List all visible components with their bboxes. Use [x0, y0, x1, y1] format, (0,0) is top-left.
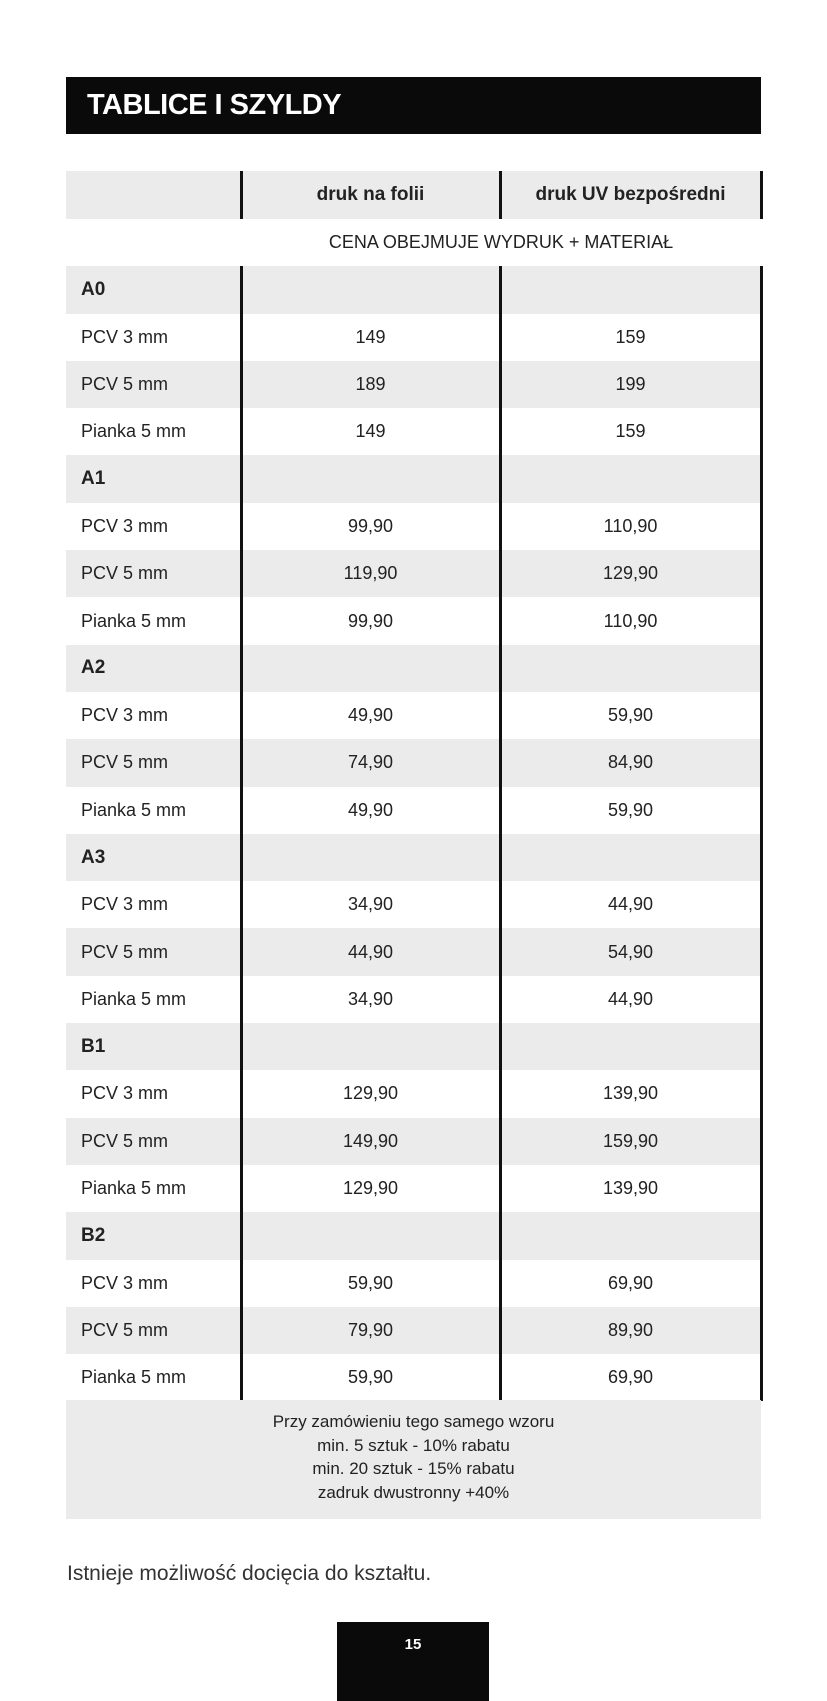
material-label: PCV 5 mm — [66, 928, 241, 975]
price-folia: 34,90 — [241, 881, 500, 928]
table-row — [66, 928, 761, 975]
price-folia: 149,90 — [241, 1118, 500, 1165]
table-row — [66, 1070, 761, 1117]
table-row — [66, 692, 761, 739]
material-label: Pianka 5 mm — [66, 787, 241, 834]
table-row — [66, 1354, 761, 1401]
page-number: 15 — [337, 1622, 489, 1701]
header-druk-na-folii: druk na folii — [241, 171, 500, 219]
material-label: PCV 3 mm — [66, 314, 241, 361]
material-label: PCV 3 mm — [66, 503, 241, 550]
material-label: PCV 3 mm — [66, 881, 241, 928]
size-group-row — [66, 645, 761, 692]
size-label: A1 — [66, 455, 241, 502]
size-label: A0 — [66, 266, 241, 313]
price-folia: 49,90 — [241, 692, 500, 739]
note-line: min. 5 sztuk - 10% rabatu — [317, 1435, 510, 1455]
size-group-row — [66, 1212, 761, 1259]
empty-cell — [500, 645, 761, 692]
price-uv: 54,90 — [500, 928, 761, 975]
price-uv: 159,90 — [500, 1118, 761, 1165]
material-label: Pianka 5 mm — [66, 976, 241, 1023]
table-row — [66, 881, 761, 928]
table-row — [66, 361, 761, 408]
table-row — [66, 1307, 761, 1354]
price-folia: 34,90 — [241, 976, 500, 1023]
price-folia: 149 — [241, 408, 500, 455]
empty-cell — [500, 455, 761, 502]
table-row — [66, 1165, 761, 1212]
size-group-row — [66, 266, 761, 313]
price-uv: 59,90 — [500, 787, 761, 834]
material-label: PCV 3 mm — [66, 1260, 241, 1307]
table-subheader-row — [66, 219, 761, 266]
price-folia: 44,90 — [241, 928, 500, 975]
table-row — [66, 550, 761, 597]
cutting-note: Istnieje możliwość docięcia do kształtu. — [67, 1562, 432, 1585]
discount-note — [66, 1400, 761, 1519]
empty-cell — [500, 834, 761, 881]
table-row — [66, 976, 761, 1023]
empty-cell — [241, 1023, 500, 1070]
material-label: PCV 3 mm — [66, 692, 241, 739]
material-label: PCV 5 mm — [66, 361, 241, 408]
material-label: Pianka 5 mm — [66, 597, 241, 644]
material-label: Pianka 5 mm — [66, 1354, 241, 1401]
price-folia: 149 — [241, 314, 500, 361]
empty-cell — [500, 1023, 761, 1070]
price-uv: 139,90 — [500, 1165, 761, 1212]
size-label: B1 — [66, 1023, 241, 1070]
size-group-row — [66, 834, 761, 881]
empty-cell — [241, 834, 500, 881]
price-uv: 69,90 — [500, 1354, 761, 1401]
size-label: B2 — [66, 1212, 241, 1259]
table-row — [66, 314, 761, 361]
empty-cell — [241, 266, 500, 313]
material-label: Pianka 5 mm — [66, 1165, 241, 1212]
header-druk-uv: druk UV bezpośredni — [500, 171, 761, 219]
size-label: A2 — [66, 645, 241, 692]
price-uv: 84,90 — [500, 739, 761, 786]
price-folia: 59,90 — [241, 1260, 500, 1307]
table-row — [66, 739, 761, 786]
subheader-price-note: CENA OBEJMUJE WYDRUK + MATERIAŁ — [241, 219, 761, 266]
material-label: PCV 5 mm — [66, 739, 241, 786]
size-group-row — [66, 1023, 761, 1070]
material-label: PCV 5 mm — [66, 1118, 241, 1165]
note-line: zadruk dwustronny +40% — [317, 1482, 510, 1502]
price-uv: 159 — [500, 408, 761, 455]
price-uv: 44,90 — [500, 881, 761, 928]
price-uv: 59,90 — [500, 692, 761, 739]
price-folia: 74,90 — [241, 739, 500, 786]
empty-cell — [241, 455, 500, 502]
price-uv: 110,90 — [500, 597, 761, 644]
table-row — [66, 1260, 761, 1307]
price-folia: 59,90 — [241, 1354, 500, 1401]
table-row — [66, 1118, 761, 1165]
size-group-row — [66, 455, 761, 502]
price-uv: 129,90 — [500, 550, 761, 597]
table-row — [66, 408, 761, 455]
price-folia: 119,90 — [241, 550, 500, 597]
table-body — [66, 266, 761, 1401]
price-uv: 69,90 — [500, 1260, 761, 1307]
table-header-row — [66, 171, 761, 219]
material-label: PCV 5 mm — [66, 1307, 241, 1354]
price-table — [66, 171, 763, 1401]
price-uv: 89,90 — [500, 1307, 761, 1354]
empty-cell — [500, 1212, 761, 1259]
empty-cell — [241, 645, 500, 692]
table-row — [66, 597, 761, 644]
note-line: Przy zamówieniu tego samego wzoru — [272, 1412, 555, 1431]
table-row — [66, 503, 761, 550]
material-label: PCV 5 mm — [66, 550, 241, 597]
price-folia: 129,90 — [241, 1070, 500, 1117]
material-label: Pianka 5 mm — [66, 408, 241, 455]
size-label: A3 — [66, 834, 241, 881]
price-folia: 99,90 — [241, 503, 500, 550]
material-label: PCV 3 mm — [66, 1070, 241, 1117]
table-row — [66, 787, 761, 834]
header-empty-cell — [66, 171, 241, 219]
price-folia: 49,90 — [241, 787, 500, 834]
price-folia: 189 — [241, 361, 500, 408]
price-folia: 79,90 — [241, 1307, 500, 1354]
price-folia: 129,90 — [241, 1165, 500, 1212]
note-line: min. 20 sztuk - 15% rabatu — [312, 1459, 515, 1478]
price-uv: 199 — [500, 361, 761, 408]
page-title: TABLICE I SZYLDY — [66, 77, 761, 134]
price-uv: 110,90 — [500, 503, 761, 550]
empty-cell — [500, 266, 761, 313]
price-uv: 159 — [500, 314, 761, 361]
price-uv: 44,90 — [500, 976, 761, 1023]
price-folia: 99,90 — [241, 597, 500, 644]
empty-cell — [241, 1212, 500, 1259]
price-uv: 139,90 — [500, 1070, 761, 1117]
